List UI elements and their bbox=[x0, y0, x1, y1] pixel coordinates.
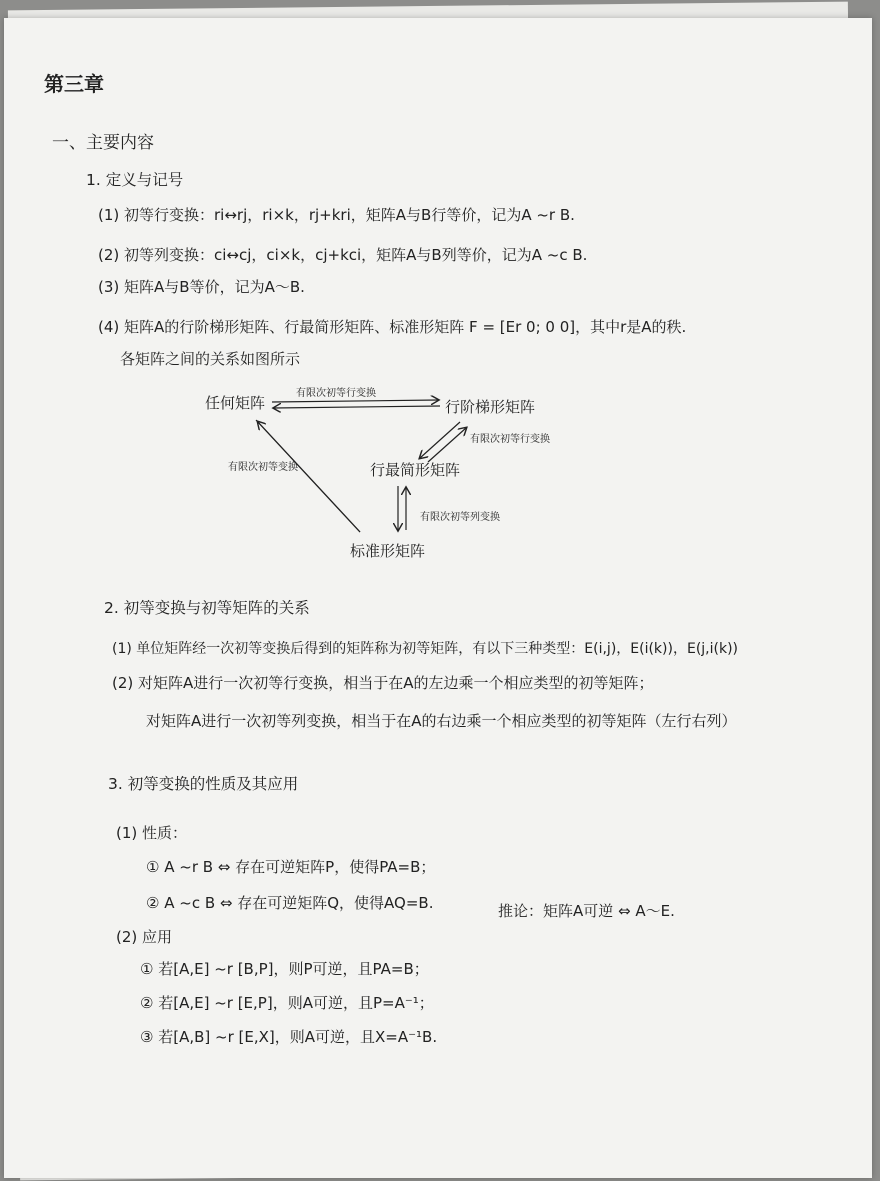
definition-row-op: (1) 初等行变换：ri↔rj，ri×k，rj+kri，矩阵A与B行等价，记为A ~r B. bbox=[98, 206, 575, 224]
diagram-intro: 各矩阵之间的关系如图所示 bbox=[120, 350, 301, 368]
subsection-3-title: 3. 初等变换的性质及其应用 bbox=[108, 775, 299, 793]
arrow-echelon-to-reduced bbox=[420, 422, 460, 458]
definition-col-op: (2) 初等列变换：ci↔cj，ci×k，cj+kci，矩阵A与B列等价，记为A ~c B. bbox=[98, 246, 588, 264]
node-echelon-matrix: 行阶梯形矩阵 bbox=[445, 398, 536, 416]
node-reduced-matrix: 行最简形矩阵 bbox=[370, 461, 461, 479]
property-1: ① A ~r B ⇔ 存在可逆矩阵P，使得PA=B； bbox=[146, 858, 436, 876]
section-heading: 一、主要内容 bbox=[52, 133, 154, 153]
arrow-echelon-to-any bbox=[274, 406, 440, 408]
label-middle-arrow: 有限次初等列变换 bbox=[420, 512, 500, 523]
col-op-right-multiply: 对矩阵A进行一次初等列变换，相当于在A的右边乘一个相应类型的初等矩阵（左行右列） bbox=[146, 712, 737, 730]
node-any-matrix: 任何矩阵 bbox=[205, 394, 266, 412]
property-heading: (1) 性质： bbox=[116, 824, 188, 842]
arrow-standard-to-any bbox=[258, 422, 360, 532]
definition-forms: (4) 矩阵A的行阶梯形矩阵、行最简形矩阵、标准形矩阵 F = [Er 0; 0 0]，其中r是A的秩. bbox=[98, 318, 687, 336]
label-top-arrow: 有限次初等行变换 bbox=[296, 388, 376, 399]
row-op-left-multiply: (2) 对矩阵A进行一次初等行变换，相当于在A的左边乘一个相应类型的初等矩阵； bbox=[112, 674, 654, 692]
application-heading: (2) 应用 bbox=[116, 928, 173, 946]
application-3: ③ 若[A,B] ~r [E,X]，则A可逆，且X=A⁻¹B. bbox=[140, 1028, 438, 1046]
corollary: 推论：矩阵A可逆 ⇔ A～E. bbox=[498, 902, 675, 920]
label-left-arrow: 有限次初等变换 bbox=[228, 462, 298, 473]
arrow-any-to-echelon bbox=[272, 400, 438, 402]
label-right-arrow: 有限次初等行变换 bbox=[470, 434, 550, 445]
elementary-matrix-def: (1) 单位矩阵经一次初等变换后得到的矩阵称为初等矩阵，有以下三种类型：E(i,j)，E(i(k))，E(j,i(k)) bbox=[112, 641, 738, 657]
application-1: ① 若[A,E] ~r [B,P]，则P可逆，且PA=B； bbox=[140, 960, 429, 978]
chapter-title: 第三章 bbox=[44, 72, 104, 96]
application-2: ② 若[A,E] ~r [E,P]，则A可逆，且P=A⁻¹； bbox=[140, 994, 434, 1012]
definition-equivalence: (3) 矩阵A与B等价，记为A～B. bbox=[98, 278, 305, 296]
subsection-2-title: 2. 初等变换与初等矩阵的关系 bbox=[104, 599, 310, 617]
node-standard-matrix: 标准形矩阵 bbox=[350, 542, 426, 560]
subsection-1-title: 1. 定义与记号 bbox=[86, 171, 184, 189]
property-2: ② A ~c B ⇔ 存在可逆矩阵Q，使得AQ=B. bbox=[146, 894, 434, 912]
